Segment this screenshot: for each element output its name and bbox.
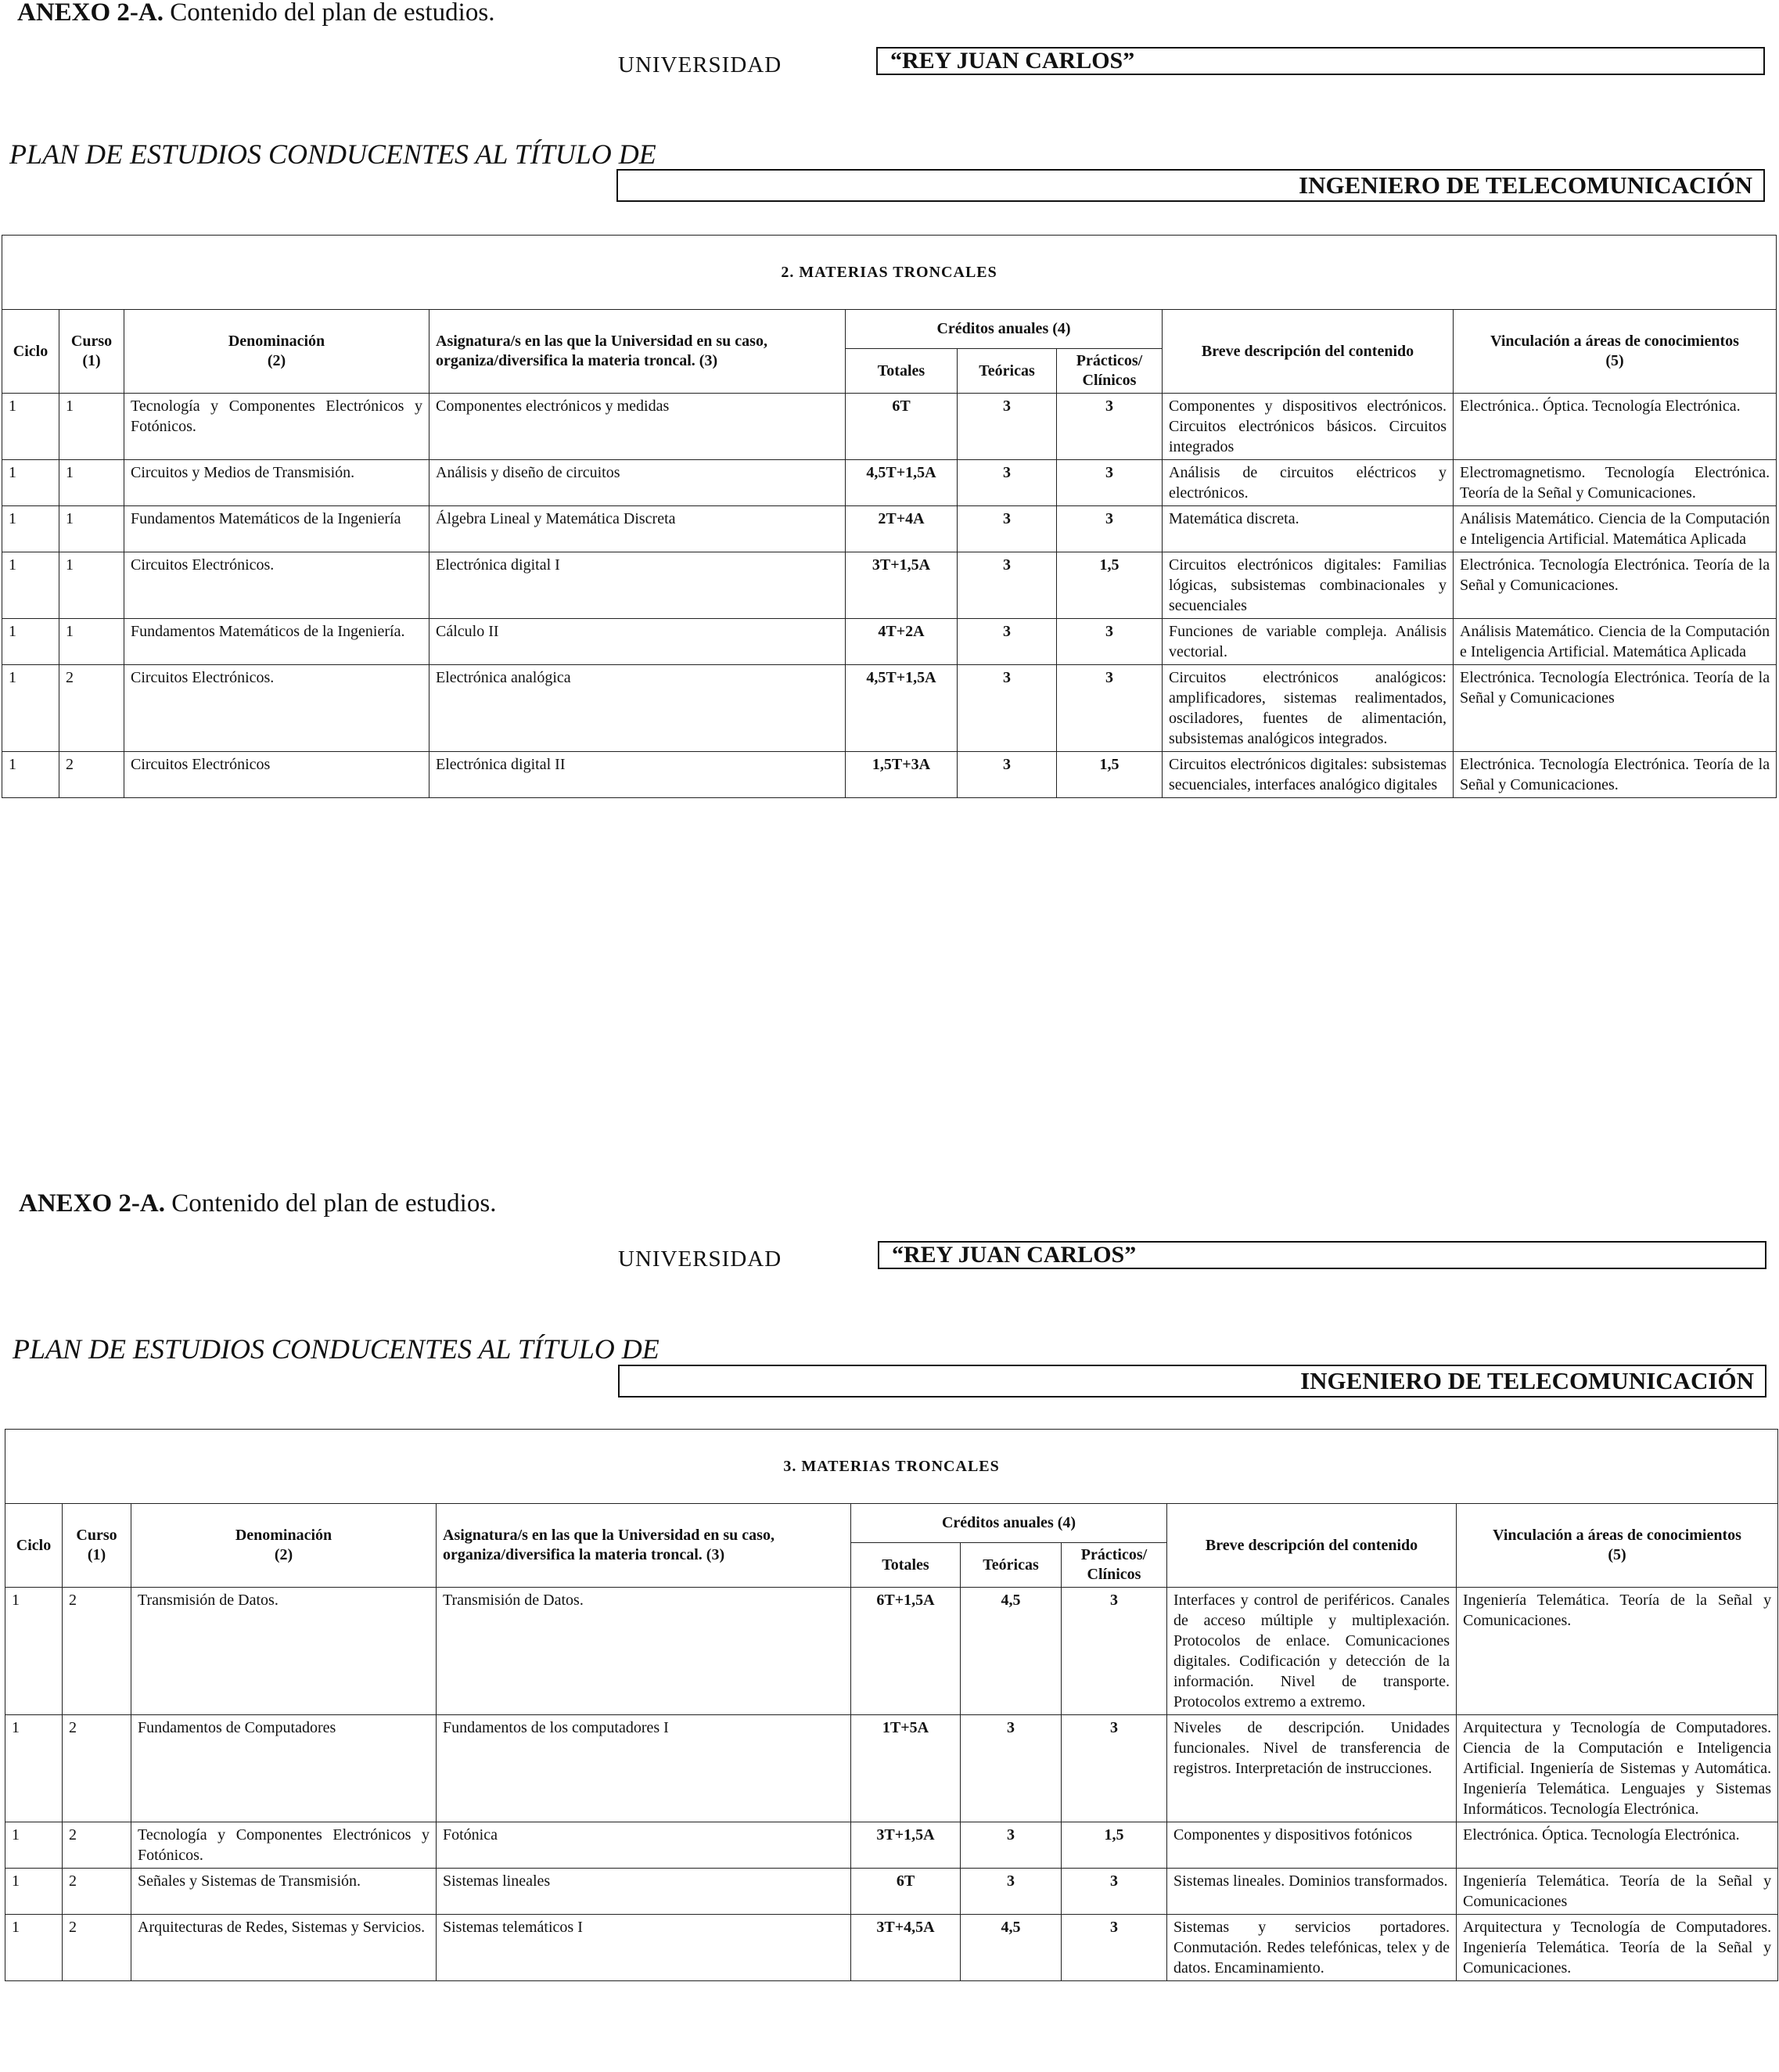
cell-totales: 2T+4A [846,506,958,552]
cell-totales: 3T+1,5A [846,552,958,619]
cell-asignatura: Componentes electrónicos y medidas [429,394,846,460]
troncales-table [5,1429,1778,1981]
cell-practicos: 3 [1057,460,1163,506]
cell-vinculacion: Electrónica. Tecnología Electrónica. Teoría de la Señal y Comunicaciones [1454,665,1777,752]
cell-denominacion: Arquitecturas de Redes, Sistemas y Servicios. [131,1915,437,1981]
cell-asignatura: Álgebra Lineal y Matemática Discreta [429,506,846,552]
cell-practicos: 3 [1057,665,1163,752]
annex-label: ANEXO 2-A. [19,1189,165,1218]
cell-ciclo: 1 [5,1915,63,1981]
degree-title-box: INGENIERO DE TELECOMUNICACIÓN [618,1365,1766,1398]
cell-curso: 2 [63,1915,131,1981]
cell-ciclo: 1 [2,506,59,552]
cell-teoricas: 3 [961,1715,1062,1822]
cell-practicos: 3 [1062,1715,1167,1822]
cell-teoricas: 3 [958,752,1057,798]
table-row [5,1822,1778,1869]
cell-denominacion: Tecnología y Componentes Electrónicos y Fotónicos. [124,394,429,460]
cell-asignatura: Fotónica [437,1822,851,1869]
header-ciclo: Ciclo [2,310,59,394]
cell-totales: 1,5T+3A [846,752,958,798]
table-row [2,394,1777,460]
header-teoricas: Teóricas [958,349,1057,394]
cell-ciclo: 1 [2,552,59,619]
cell-totales: 6T [851,1869,961,1915]
header-vinculacion-number: (5) [1608,1546,1626,1563]
cell-totales: 6T+1,5A [851,1588,961,1715]
cell-asignatura: Sistemas telemáticos I [437,1915,851,1981]
cell-practicos: 3 [1057,506,1163,552]
header-curso-number: (1) [87,1546,106,1563]
header-totales: Totales [851,1543,961,1588]
table-row [2,665,1777,752]
cell-ciclo: 1 [5,1822,63,1869]
cell-asignatura: Electrónica analógica [429,665,846,752]
cell-teoricas: 4,5 [961,1915,1062,1981]
cell-teoricas: 3 [958,460,1057,506]
header-curso [59,310,124,394]
section-title: 3. MATERIAS TRONCALES [5,1430,1778,1504]
header-vinculacion-label: Vinculación a áreas de conocimientos [1493,1527,1741,1544]
table-row [2,752,1777,798]
table-row [2,619,1777,665]
table-row [2,460,1777,506]
cell-asignatura: Electrónica digital II [429,752,846,798]
header-vinculacion-label: Vinculación a áreas de conocimientos [1490,333,1739,350]
cell-teoricas: 3 [958,506,1057,552]
header-vinculacion-number: (5) [1605,352,1624,369]
cell-denominacion: Señales y Sistemas de Transmisión. [131,1869,437,1915]
cell-practicos: 1,5 [1057,752,1163,798]
header-creditos: Créditos anuales (4) [851,1504,1167,1543]
table-row [5,1915,1778,1981]
cell-descripcion: Sistemas y servicios portadores. Conmutación. Redes telefónicas, telex y de datos. Encaminamiento. [1167,1915,1457,1981]
cell-ciclo: 1 [2,665,59,752]
cell-vinculacion: Ingeniería Telemática. Teoría de la Señal y Comunicaciones [1457,1869,1778,1915]
header-descripcion: Breve descripción del contenido [1167,1504,1457,1588]
cell-curso: 2 [59,752,124,798]
header-denominacion [131,1504,437,1588]
cell-curso: 1 [59,506,124,552]
cell-totales: 4T+2A [846,619,958,665]
cell-totales: 3T+1,5A [851,1822,961,1869]
table-row [2,552,1777,619]
cell-curso: 2 [63,1869,131,1915]
cell-curso: 1 [59,394,124,460]
annex-heading [17,0,494,27]
header-denominacion-number: (2) [274,1546,293,1563]
university-label: UNIVERSIDAD [618,1246,782,1272]
cell-denominacion: Circuitos y Medios de Transmisión. [124,460,429,506]
header-denominacion [124,310,429,394]
cell-practicos: 3 [1062,1588,1167,1715]
cell-vinculacion: Electrónica.. Óptica. Tecnología Electrónica. [1454,394,1777,460]
header-denominacion-number: (2) [267,352,286,369]
cell-descripcion: Análisis de circuitos eléctricos y electrónicos. [1163,460,1454,506]
cell-practicos: 1,5 [1062,1822,1167,1869]
cell-denominacion: Fundamentos de Computadores [131,1715,437,1822]
cell-totales: 1T+5A [851,1715,961,1822]
annex-text: Contenido del plan de estudios. [165,1189,497,1218]
cell-denominacion: Fundamentos Matemáticos de la Ingeniería [124,506,429,552]
cell-descripcion: Componentes y dispositivos electrónicos. Circuitos electrónicos básicos. Circuitos integrados [1163,394,1454,460]
troncales-table [2,235,1777,798]
cell-ciclo: 1 [2,752,59,798]
header-practicos: Prácticos/ Clínicos [1057,349,1163,394]
cell-ciclo: 1 [5,1715,63,1822]
header-curso-number: (1) [82,352,101,369]
cell-asignatura: Transmisión de Datos. [437,1588,851,1715]
cell-practicos: 3 [1057,619,1163,665]
university-name-box: “REY JUAN CARLOS” [878,1241,1766,1269]
table-row [5,1715,1778,1822]
university-name-box: “REY JUAN CARLOS” [876,47,1765,75]
header-curso [63,1504,131,1588]
cell-vinculacion: Electrónica. Óptica. Tecnología Electrónica. [1457,1822,1778,1869]
cell-practicos: 1,5 [1057,552,1163,619]
cell-practicos: 3 [1062,1869,1167,1915]
cell-denominacion: Circuitos Electrónicos. [124,665,429,752]
cell-totales: 3T+4,5A [851,1915,961,1981]
cell-descripcion: Matemática discreta. [1163,506,1454,552]
cell-curso: 2 [63,1822,131,1869]
page-section-2 [0,1189,1779,2072]
cell-teoricas: 3 [958,394,1057,460]
cell-asignatura: Electrónica digital I [429,552,846,619]
cell-denominacion: Fundamentos Matemáticos de la Ingeniería. [124,619,429,665]
cell-totales: 6T [846,394,958,460]
university-label: UNIVERSIDAD [618,52,782,77]
cell-curso: 2 [59,665,124,752]
cell-descripcion: Circuitos electrónicos analógicos: amplificadores, sistemas realimentados, osciladores, fuentes de alimentación, subsistemas analógicos integrados. [1163,665,1454,752]
cell-descripcion: Sistemas lineales. Dominios transformados. [1167,1869,1457,1915]
cell-vinculacion: Electrónica. Tecnología Electrónica. Teoría de la Señal y Comunicaciones. [1454,752,1777,798]
table-row [5,1869,1778,1915]
plan-label: PLAN DE ESTUDIOS CONDUCENTES AL TÍTULO DE [13,1333,659,1365]
cell-ciclo: 1 [2,394,59,460]
cell-curso: 2 [63,1715,131,1822]
table-body [5,1588,1778,1981]
header-teoricas: Teóricas [961,1543,1062,1588]
cell-asignatura: Fundamentos de los computadores I [437,1715,851,1822]
cell-vinculacion: Arquitectura y Tecnología de Computadores. Ciencia de la Computación e Inteligencia Artificial. Ingeniería de Sistemas y Automática. Ingeniería Telemática. Lenguajes y Sistemas Informáticos. Tecnología Electrónica. [1457,1715,1778,1822]
header-asignatura: Asignatura/s en las que la Universidad en su caso, organiza/diversifica la materia troncal. (3) [437,1504,851,1588]
cell-descripcion: Circuitos electrónicos digitales: subsistemas secuenciales, interfaces analógico digitales [1163,752,1454,798]
cell-ciclo: 1 [5,1588,63,1715]
cell-ciclo: 1 [2,619,59,665]
header-totales: Totales [846,349,958,394]
header-curso-label: Curso [76,1527,117,1544]
annex-text: Contenido del plan de estudios. [164,0,495,27]
cell-practicos: 3 [1057,394,1163,460]
cell-vinculacion: Análisis Matemático. Ciencia de la Computación e Inteligencia Artificial. Matemática Aplicada [1454,506,1777,552]
table-body [2,394,1777,798]
cell-vinculacion: Arquitectura y Tecnología de Computadores. Ingeniería Telemática. Teoría de la Señal y Comunicaciones. [1457,1915,1778,1981]
cell-vinculacion: Ingeniería Telemática. Teoría de la Señal y Comunicaciones. [1457,1588,1778,1715]
cell-practicos: 3 [1062,1915,1167,1981]
cell-denominacion: Transmisión de Datos. [131,1588,437,1715]
cell-totales: 4,5T+1,5A [846,665,958,752]
annex-heading [19,1189,496,1218]
annex-label: ANEXO 2-A. [17,0,164,27]
cell-teoricas: 3 [958,665,1057,752]
cell-curso: 2 [63,1588,131,1715]
cell-descripcion: Niveles de descripción. Unidades funcionales. Nivel de transferencia de registros. Interpretación de instrucciones. [1167,1715,1457,1822]
header-asignatura: Asignatura/s en las que la Universidad en su caso, organiza/diversifica la materia troncal. (3) [429,310,846,394]
header-vinculacion [1454,310,1777,394]
header-creditos: Créditos anuales (4) [846,310,1163,349]
cell-curso: 1 [59,619,124,665]
cell-descripcion: Interfaces y control de periféricos. Canales de acceso múltiple y multiplexación. Protocolos de enlace. Comunicaciones digitales. Codificación y detección de la información. Nivel de transporte. Protocolos extremo a extremo. [1167,1588,1457,1715]
header-descripcion: Breve descripción del contenido [1163,310,1454,394]
cell-vinculacion: Electromagnetismo. Tecnología Electrónica. Teoría de la Señal y Comunicaciones. [1454,460,1777,506]
cell-teoricas: 3 [961,1869,1062,1915]
cell-denominacion: Tecnología y Componentes Electrónicos y Fotónicos. [131,1822,437,1869]
table-row [2,506,1777,552]
page-section-1 [0,0,1779,923]
degree-title-box: INGENIERO DE TELECOMUNICACIÓN [616,169,1765,202]
cell-ciclo: 1 [5,1869,63,1915]
cell-denominacion: Circuitos Electrónicos [124,752,429,798]
cell-teoricas: 3 [961,1822,1062,1869]
cell-teoricas: 3 [958,619,1057,665]
cell-teoricas: 3 [958,552,1057,619]
cell-curso: 1 [59,552,124,619]
cell-totales: 4,5T+1,5A [846,460,958,506]
cell-ciclo: 1 [2,460,59,506]
cell-vinculacion: Electrónica. Tecnología Electrónica. Teoría de la Señal y Comunicaciones. [1454,552,1777,619]
cell-vinculacion: Análisis Matemático. Ciencia de la Computación e Inteligencia Artificial. Matemática Aplicada [1454,619,1777,665]
cell-descripcion: Circuitos electrónicos digitales: Familias lógicas, subsistemas combinacionales y secuenciales [1163,552,1454,619]
cell-curso: 1 [59,460,124,506]
cell-descripcion: Componentes y dispositivos fotónicos [1167,1822,1457,1869]
plan-label: PLAN DE ESTUDIOS CONDUCENTES AL TÍTULO DE [9,138,656,170]
header-vinculacion [1457,1504,1778,1588]
header-ciclo: Ciclo [5,1504,63,1588]
header-denominacion-label: Denominación [235,1527,332,1544]
header-practicos: Prácticos/ Clínicos [1062,1543,1167,1588]
table-row [5,1588,1778,1715]
section-title: 2. MATERIAS TRONCALES [2,236,1777,310]
cell-asignatura: Cálculo II [429,619,846,665]
cell-asignatura: Sistemas lineales [437,1869,851,1915]
cell-asignatura: Análisis y diseño de circuitos [429,460,846,506]
header-curso-label: Curso [70,333,113,350]
header-denominacion-label: Denominación [228,333,325,350]
cell-denominacion: Circuitos Electrónicos. [124,552,429,619]
cell-teoricas: 4,5 [961,1588,1062,1715]
cell-descripcion: Funciones de variable compleja. Análisis vectorial. [1163,619,1454,665]
